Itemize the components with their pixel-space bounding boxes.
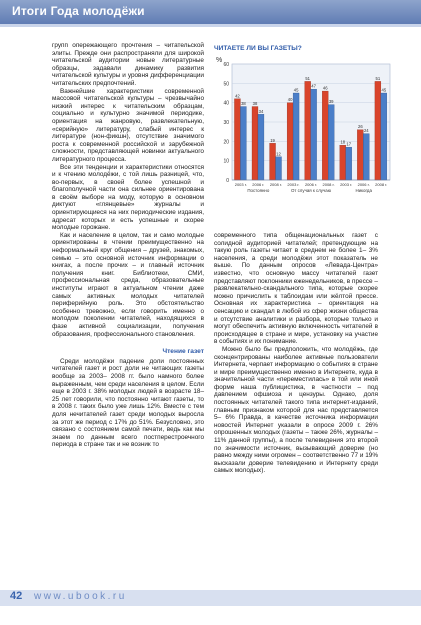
bar-series-a [234,99,240,180]
data-label: 17 [346,141,352,147]
data-label: 40 [287,97,293,103]
bar-series-b [311,89,317,180]
data-label: 51 [305,75,311,81]
bar-series-a [270,143,276,180]
section-title: Итоги Года молодёжи [12,4,145,18]
y-tick-label: 60 [223,62,229,68]
bar-series-a [287,103,293,180]
y-axis-label: % [216,57,223,64]
bar-series-a [375,81,381,180]
paragraph: современного типа общенациональных газет с солидной аудиторией читателей; претендующие на такую роль газеты читает в среднем не более 1– 3% населения, а среди молодёжи этот показатель не выше. По данным опросов «Левада-Центра» известно, что основную массу читателей газет представляют поклонники еженедельников, в прессе – развлекательно-скандального типа, которые скорее можно причислить к таблоидам или жёлтой прессе. Основная их характеристика – ориентация на сенсацию и скандал в любой из сфер жизни общества и отсутствие аналитики и разбора, которые только и могут обеспечить активную включенность читателей в происходящее в стране и мире, установку на участие в событиях и их понимание. [214,232,378,346]
bar-series-b [346,147,352,180]
paragraph: Как и население в целом, так и само молодые ориентированы в чтении преимущественно на неформальный круг общения – друзей, знакомых, семью – это основной источник информации о книгах, а после прочих – и главный источник получения книг. Библиотеки, СМИ, профессиональная среда, образовательные институты играют в актуальном чтении даже самых активных молодых читателей периферийную роль. Это обстоятельство особенно тревожно, если говорить именно о молодом поколении читателей, находящихся в фазе активной социализации, получения образования, профессионального становления. [52,231,204,338]
paragraph: Важнейшие характеристики современной массовой читательской культуры – чрезвычайно низкий интерес к читательским образцам, социально и культурно значимой периодике, ориентация на жанровую, развлекательную, «серийную» литературу, слабый интерес к литературе (нон-фикшн), отсутствие значимого роста к современной российской и зарубежной сложности, представляющей новинки актуального литературного процесса. [52,87,204,163]
data-label: 19 [270,137,275,143]
data-label: 38 [241,101,246,107]
bar-series-b [381,93,387,180]
group-label: От случая к случаю [290,188,332,193]
bar-series-b [293,93,299,180]
y-tick-label: 0 [226,178,229,184]
paragraph: Можно было бы предположить, что молодёжь, где сконцентрированы наиболее активные пользователи Интернета, черпает информацию о событиях в стране и мире преимущественно именно в Интернете, куда в значительной части «переместилась» в той или иной форме наша публицистика, в частности – под давлением офшиоза и цензуры. Однако, доля постоянных читателей такого типа интернет-изданий, главным признаком которой для нас представляется 5– 6% Правда, в качестве источника информации новостей Интернет указали в опросе 2009 г. 26% опрошенных молодых (газеты – также 26%, журналы – 11% данной группы), а после телевидения это второй по значимости источник, вызывающий доверие (но равно между ними огромен – соответственно 77 и 19% высказали доверие телевидению и Интернету среди самых молодых). [214,345,378,475]
paragraph: Среди молодёжи падение доли постоянных читателей газет и рост доли не читающих газеты вообще за 2003– 2008 гг. было намного более выраженным, чем среди населения в целом. Если еще в 2003 г. 38% молодых людей в возрасте 18– 25 лет говорили, что постоянно читают газеты, то в 2008 г. таких было уже лишь 12%. Вместе с тем доля нечитателей газет среди молодых выросла за этот же период с 17% до 51%. Безусловно, это связано с состоянием самой печати, ведь как мы знаем по данным всего постперестроечного периода в стране так и не возник то [52,357,204,449]
data-label: 38 [252,101,258,107]
bar-series-b [258,114,264,180]
chart-container [214,54,394,212]
data-label: 34 [258,108,264,114]
y-tick-label: 50 [223,81,229,88]
x-tick-label: 2008 г. [322,182,335,187]
data-label: 45 [381,87,387,93]
data-label: 26 [357,124,363,130]
data-label: 46 [322,85,328,91]
data-label: 12 [276,151,281,157]
bar-series-a [340,145,346,180]
data-label: 47 [311,83,316,89]
x-tick-label: 2006 г. [252,182,265,187]
x-tick-label: 2003 г. [287,182,300,187]
group-label: Постоянно [247,188,270,193]
y-tick-label: 40 [223,100,229,107]
y-tick-label: 20 [223,139,229,146]
y-tick-label: 10 [223,158,229,165]
x-tick-label: 2003 г. [340,182,353,187]
x-tick-label: 2006 г. [304,182,318,187]
x-tick-label: 2006 г. [357,182,370,187]
group-label: Никогда [355,188,372,193]
y-tick-label: 30 [223,120,229,126]
data-label: 51 [375,75,381,81]
x-tick-label: 2008 г. [375,182,388,187]
bar-series-a [357,130,363,180]
bar-series-b [240,107,246,180]
paragraph: групп опережающего прочтения – читательской элиты. Прежде они распространяли для широкой читательской аудитории новые литературные образцы, задавали динамику развития читательской культуры и уровня дифференциации читательских предпочтений. [52,42,204,87]
left-text-column [52,42,204,449]
data-label: 39 [328,99,334,105]
bar-series-b [363,134,369,180]
x-tick-label: 2008 г. [269,182,282,187]
page-number: 42 [10,590,23,602]
bar-series-a [305,81,311,180]
bar-series-b [328,105,334,180]
bar-series-b [276,157,282,180]
data-label: 42 [235,93,240,99]
data-label: 45 [293,87,299,93]
chart-title: ЧИТАЕТЕ ЛИ ВЫ ГАЗЕТЫ? [214,45,302,52]
bar-series-a [252,107,258,180]
data-label: 24 [363,128,369,134]
bar-series-a [322,91,328,180]
paragraph: Все эти тенденции и характеристики относятся и к чтению молодёжи, с той лишь разницей, что, во-первых, в своей более успешной и благополучной части она сильнее ориентирована в своём выборе на моду, которую в основном диктуют «глянцевые» журналы и ориентирующиеся на них периодические издания, адресат которых и есть успешные и скорее молодые горожане. [52,163,204,232]
site-url[interactable]: www.ubook.ru [34,591,127,602]
right-text-column [214,232,378,475]
bar-chart [214,54,394,212]
subheading: Чтение газет [162,348,204,356]
x-tick-label: 2003 г. [234,182,247,187]
data-label: 18 [340,139,346,145]
